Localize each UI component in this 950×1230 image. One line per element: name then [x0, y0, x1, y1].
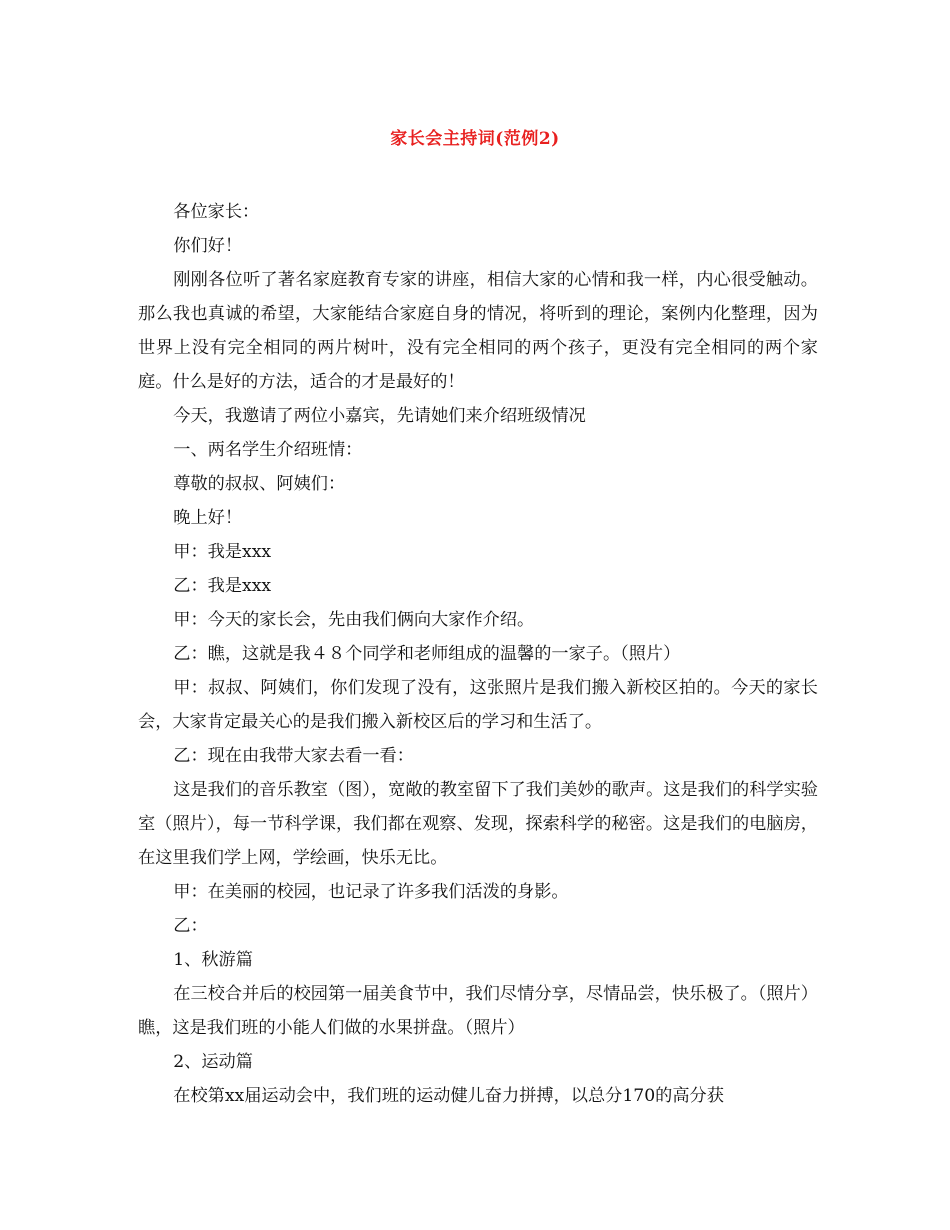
document-body	[138, 195, 818, 1113]
paragraph: 2、运动篇	[173, 1052, 253, 1072]
paragraph: 乙：我是xxx	[173, 576, 272, 596]
paragraph: 甲：叔叔、阿姨们，你们发现了没有，这张照片是我们搬入新校区拍的。今天的家长会，大家肯定最关心的是我们搬入新校区后的学习和生活了。	[138, 678, 818, 732]
paragraph: 乙：瞧，这就是我４８个同学和老师组成的温馨的一家子。（照片）	[173, 644, 681, 664]
paragraph: 今天，我邀请了两位小嘉宾，先请她们来介绍班级情况	[173, 406, 586, 426]
paragraph: 刚刚各位听了著名家庭教育专家的讲座，相信大家的心情和我一样，内心很受触动。那么我也真诚的希望，大家能结合家庭自身的情况，将听到的理论，案例内化整理，因为世界上没有完全相同的两片树叶，没有完全相同的两个孩子，更没有完全相同的两个家庭。什么是好的方法，适合的才是最好的！	[138, 270, 818, 392]
paragraph: 这是我们的音乐教室（图），宽敞的教室留下了我们美妙的歌声。这是我们的科学实验室（照片），每一节科学课，我们都在观察、发现，探索科学的秘密。这是我们的电脑房，在这里我们学上网，学绘画，快乐无比。	[138, 780, 818, 868]
paragraph: 尊敬的叔叔、阿姨们：	[173, 474, 346, 494]
paragraph: 晚上好！	[173, 508, 243, 528]
paragraph: 乙：现在由我带大家去看一看：	[173, 746, 414, 766]
paragraph: 在三校合并后的校园第一届美食节中，我们尽情分享，尽情品尝，快乐极了。（照片）瞧，这是我们班的小能人们做的水果拼盘。（照片）	[138, 984, 818, 1038]
document-title: 家长会主持词(范例2)	[390, 129, 560, 149]
paragraph: 各位家长：	[173, 202, 260, 222]
paragraph: 在校第xx届运动会中，我们班的运动健儿奋力拼搏，以总分170的高分获	[173, 1086, 724, 1106]
paragraph: 你们好！	[173, 236, 243, 256]
paragraph: 甲：我是xxx	[173, 542, 272, 562]
paragraph: 一、两名学生介绍班情：	[173, 440, 363, 460]
paragraph: 甲：今天的家长会，先由我们俩向大家作介绍。	[173, 610, 535, 630]
paragraph: 1、秋游篇	[173, 950, 253, 970]
paragraph: 甲：在美丽的校园，也记录了许多我们活泼的身影。	[173, 882, 569, 902]
paragraph: 乙：	[173, 916, 208, 936]
